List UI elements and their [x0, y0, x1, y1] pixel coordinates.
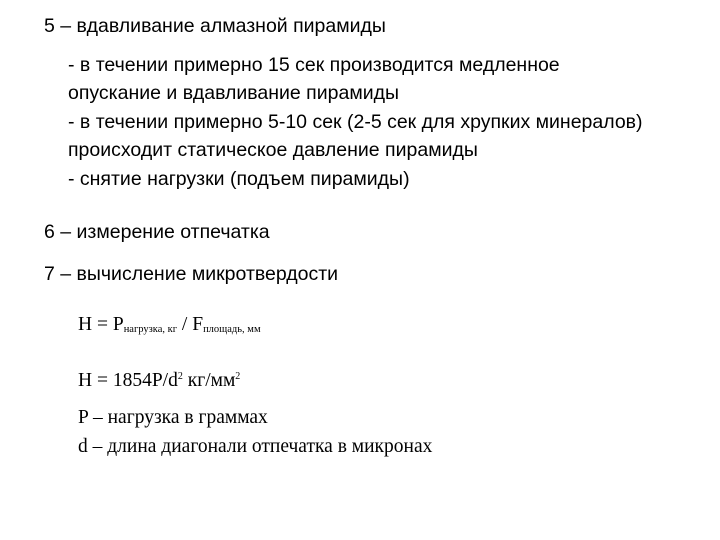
step-7-heading: 7 – вычисление микротвердости: [44, 263, 339, 285]
step-5-line-3: - в течении примерно 5-10 сек (2-5 сек для хрупких минералов): [68, 111, 643, 133]
load-subscript: нагрузка, кг: [123, 324, 178, 335]
step-5-line-5: - снятие нагрузки (подъем пирамиды): [68, 168, 410, 190]
formula-lhs: H = P: [78, 314, 124, 335]
step-5-line-1: - в течении примерно 15 сек производится медленное: [68, 54, 560, 76]
legend-d: d – длина диагонали отпечатка в микронах: [78, 436, 433, 457]
legend-p: P – нагрузка в граммах: [78, 407, 268, 428]
formula-main: H = 1854P/d: [78, 370, 178, 391]
step-5-line-2: опускание и вдавливание пирамиды: [68, 82, 400, 104]
step-5-heading: 5 – вдавливание алмазной пирамиды: [44, 15, 386, 37]
d-exponent: 2: [177, 371, 183, 382]
step-5-line-4: происходит статическое давление пирамиды: [68, 139, 478, 161]
formula-unit: кг/мм: [182, 370, 236, 391]
formula-divider: / F: [177, 314, 204, 335]
unit-exponent: 2: [235, 371, 241, 382]
hardness-formula-numeric: [78, 365, 240, 393]
hardness-formula-general: [78, 313, 261, 342]
step-6-heading: 6 – измерение отпечатка: [44, 221, 270, 243]
area-subscript: площадь, мм: [203, 324, 261, 335]
